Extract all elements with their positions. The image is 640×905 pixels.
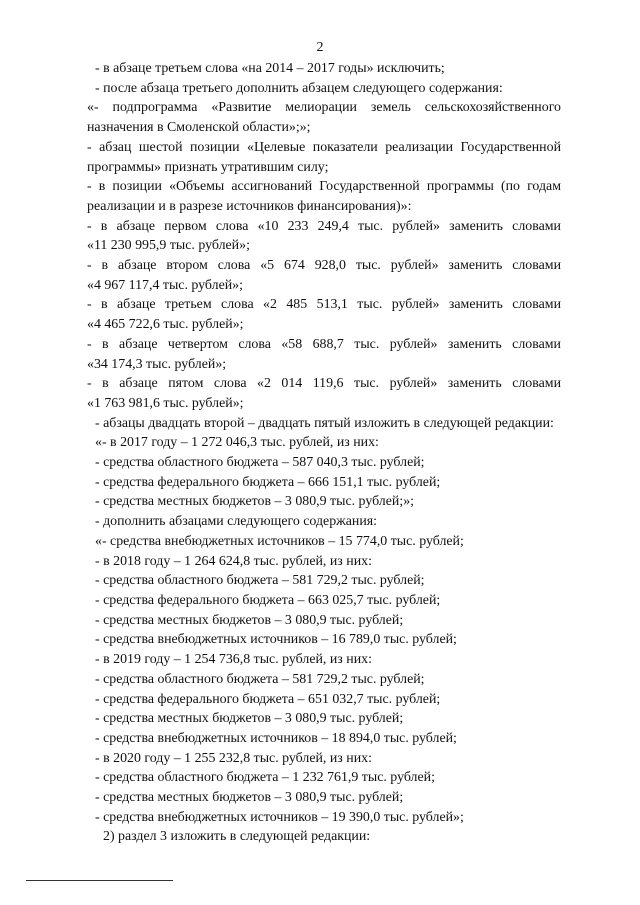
page-number: 2 [316, 40, 324, 55]
paragraph-line: - в абзаце пятом слова «2 014 119,6 тыс. рублей» заменить словами [87, 376, 561, 392]
paragraph-line: - средства областного бюджета – 587 040,3 тыс. рублей; [95, 455, 425, 471]
paragraph-line: - средства федерального бюджета – 663 025,7 тыс. рублей; [95, 592, 441, 608]
paragraph-line: - в абзаце третьем слова «на 2014 – 2017 годы» исключить; [95, 61, 445, 76]
paragraph-line: назначения в Смоленской области»;»; [87, 120, 311, 136]
paragraph-line: 2) раздел 3 изложить в следующей редакции: [103, 829, 371, 845]
paragraph-line: - средства местных бюджетов – 3 080,9 тыс. рублей; [95, 790, 404, 806]
footer-rule [26, 880, 173, 881]
document-body [87, 59, 561, 847]
paragraph-line: - в абзаце четвертом слова «58 688,7 тыс. рублей» заменить словами [87, 336, 561, 352]
paragraph-line: «- средства внебюджетных источников – 15 774,0 тыс. рублей; [95, 533, 464, 549]
paragraph-line: - в 2019 году – 1 254 736,8 тыс. рублей, из них: [95, 652, 372, 668]
paragraph-line: - в абзаце втором слова «5 674 928,0 тыс. рублей» заменить словами [87, 258, 561, 274]
paragraph-line: - в абзаце третьем слова «2 485 513,1 тыс. рублей» заменить словами [87, 297, 561, 313]
paragraph-line: - в 2018 году – 1 264 624,8 тыс. рублей, из них: [95, 553, 372, 569]
paragraph-line: - средства областного бюджета – 581 729,2 тыс. рублей; [95, 671, 425, 687]
paragraph-line: - дополнить абзацами следующего содержания: [95, 514, 378, 530]
paragraph-line: «4 465 722,6 тыс. рублей»; [87, 317, 244, 333]
paragraph-line: «1 763 981,6 тыс. рублей»; [87, 395, 244, 411]
paragraph-line: - средства внебюджетных источников – 16 789,0 тыс. рублей; [95, 632, 457, 648]
paragraph-line: «- в 2017 году – 1 272 046,3 тыс. рублей, из них: [95, 435, 379, 451]
paragraph-line: программы» признать утратившим силу; [87, 159, 329, 175]
paragraph-line: - средства областного бюджета – 1 232 761,9 тыс. рублей; [95, 770, 435, 786]
paragraph-line: - средства областного бюджета – 581 729,2 тыс. рублей; [95, 573, 425, 589]
paragraph-line: «11 230 995,9 тыс. рублей»; [87, 238, 250, 254]
paragraph-line: - в абзаце первом слова «10 233 249,4 тыс. рублей» заменить словами [87, 218, 561, 234]
paragraph-line: - в позиции «Объемы ассигнований Государственной программы (по годам [87, 179, 561, 195]
paragraph-line: - средства федерального бюджета – 651 032,7 тыс. рублей; [95, 691, 441, 707]
paragraph-line: - в 2020 году – 1 255 232,8 тыс. рублей, из них: [95, 750, 372, 766]
paragraph-line: - средства местных бюджетов – 3 080,9 тыс. рублей; [95, 711, 404, 727]
paragraph-line: - после абзаца третьего дополнить абзацем следующего содержания: [95, 80, 503, 96]
paragraph-line: - средства внебюджетных источников – 19 390,0 тыс. рублей»; [95, 809, 464, 825]
paragraph-line: реализации и в разрезе источников финансирования)»: [87, 198, 412, 214]
paragraph-line: - средства внебюджетных источников – 18 894,0 тыс. рублей; [95, 730, 457, 746]
paragraph-line: - средства местных бюджетов – 3 080,9 тыс. рублей; [95, 612, 404, 628]
paragraph-line: - абзацы двадцать второй – двадцать пятый изложить в следующей редакции: [95, 415, 554, 431]
paragraph-line: «4 967 117,4 тыс. рублей»; [87, 277, 243, 293]
paragraph-line: - абзац шестой позиции «Целевые показатели реализации Государственной [87, 139, 561, 155]
paragraph-line: - средства местных бюджетов – 3 080,9 тыс. рублей;»; [95, 494, 414, 510]
paragraph-line: «34 174,3 тыс. рублей»; [87, 356, 227, 372]
paragraph-line: - средства федерального бюджета – 666 151,1 тыс. рублей; [95, 474, 441, 490]
paragraph-line: «- подпрограмма «Развитие мелиорации земель сельскохозяйственного [87, 100, 561, 116]
